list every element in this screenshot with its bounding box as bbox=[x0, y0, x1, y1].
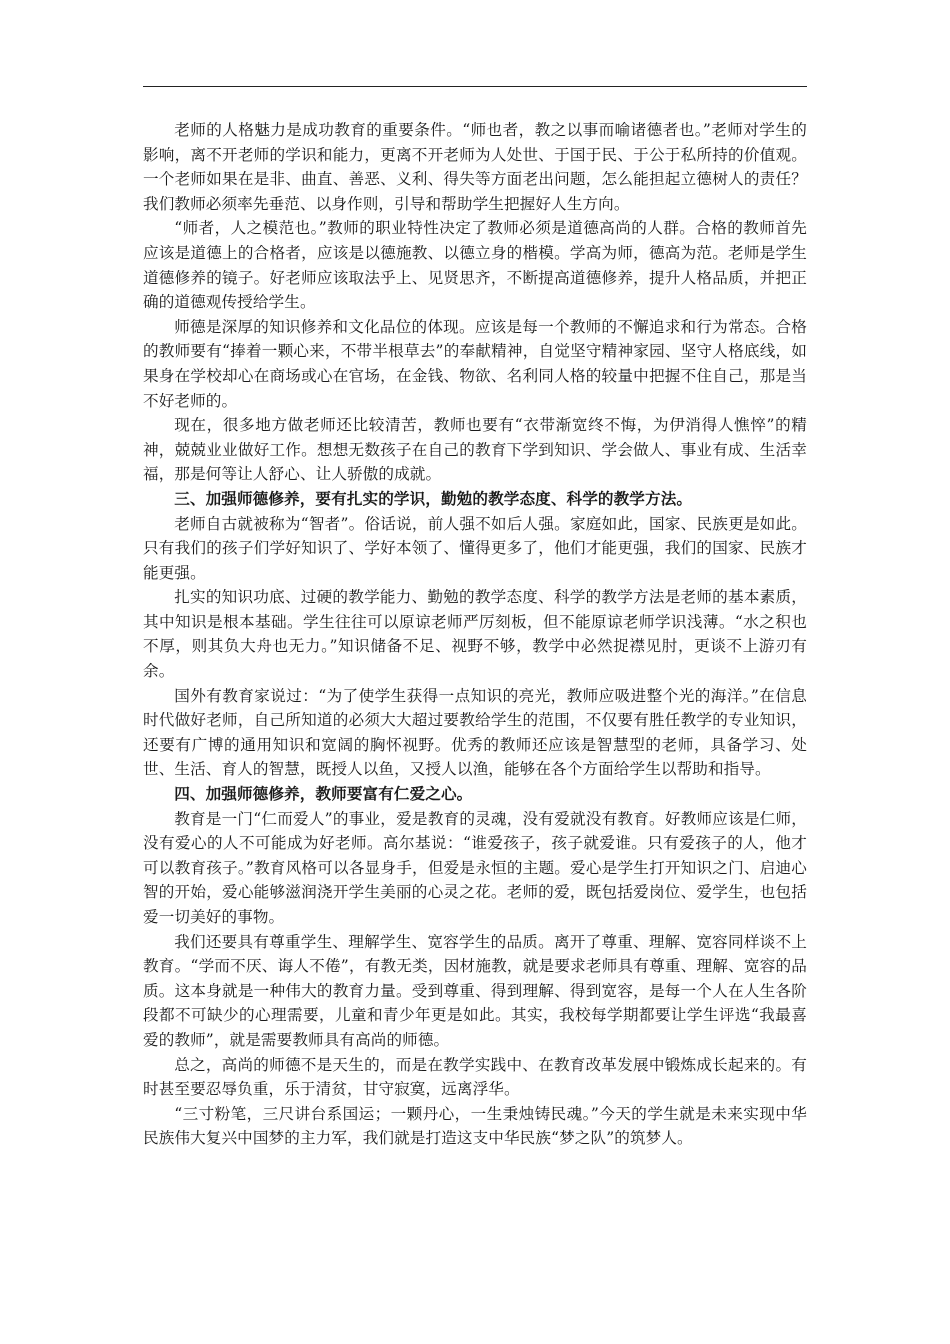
section-heading: 四、加强师德修养，教师要富有仁爱之心。 bbox=[174, 784, 473, 804]
paragraph: 总之，高尚的师德不是天生的，而是在教学实践中、在教育改革发展中锻炼成长起来的。有时甚至要忍辱负重，乐于清贫，甘守寂寞，远离浮华。 bbox=[143, 1055, 807, 1099]
paragraph: 师德是深厚的知识修养和文化品位的体现。应该是每一个教师的不懈追求和行为常态。合格的教师要有“捧着一颗心来，不带半根草去”的奉献精神，自觉坚守精神家园、坚守人格底线，如果身在学校却心在商场或心在官场，在金钱、物欲、名利同人格的较量中把握不住自己，那是当不好老师的。 bbox=[143, 317, 807, 410]
paragraph: 扎实的知识功底、过硬的教学能力、勤勉的教学态度、科学的教学方法是老师的基本素质，其中知识是根本基础。学生往往可以原谅老师严厉刻板，但不能原谅老师学识浅薄。“水之积也不厚，则其负大舟也无力。”知识储备不足、视野不够，教学中必然捉襟见肘，更谈不上游刃有余。 bbox=[143, 588, 807, 681]
header-rule bbox=[143, 86, 807, 87]
section-heading: 三、加强师德修养，要有扎实的学识，勤勉的教学态度、科学的教学方法。 bbox=[174, 488, 693, 508]
paragraph: “三寸粉笔，三尺讲台系国运；一颗丹心，一生秉烛铸民魂。”今天的学生就是未来实现中华民族伟大复兴中国梦的主力军，我们就是打造这支中华民族“梦之队”的筑梦人。 bbox=[143, 1104, 807, 1148]
paragraph: 现在，很多地方做老师还比较清苦，教师也要有“衣带渐宽终不悔，为伊消得人憔悴”的精神，兢兢业业做好工作。想想无数孩子在自己的教育下学到知识、学会做人、事业有成、生活幸福，那是何等让人舒心、让人骄傲的成就。 bbox=[143, 416, 807, 484]
paragraph: 老师的人格魅力是成功教育的重要条件。“师也者，教之以事而喻诸德者也。”老师对学生的影响，离不开老师的学识和能力，更离不开老师为人处世、于国于民、于公于私所持的价值观。一个老师如果在是非、曲直、善恶、义利、得失等方面老出问题，怎么能担起立德树人的责任？我们教师必须率先垂范、以身作则，引导和帮助学生把握好人生方向。 bbox=[143, 121, 807, 213]
paragraph: 我们还要具有尊重学生、理解学生、宽容学生的品质。离开了尊重、理解、宽容同样谈不上教育。“学而不厌、诲人不倦”，有教无类，因材施教，就是要求老师具有尊重、理解、宽容的品质。这本身就是一种伟大的教育力量。受到尊重、得到理解、得到宽容，是每一个人在人生各阶段都不可缺少的心理需要，儿童和青少年更是如此。其实，我校每学期都要让学生评选“我最喜爱的教师”，就是需要教师具有高尚的师德。 bbox=[143, 932, 807, 1049]
document-body bbox=[143, 118, 807, 1151]
paragraph: 教育是一门“仁而爱人”的事业，爱是教育的灵魂，没有爱就没有教育。好教师应该是仁师，没有爱心的人不可能成为好老师。高尔基说：“谁爱孩子，孩子就爱谁。只有爱孩子的人，他才可以教育孩子。”教育风格可以各显身手，但爱是永恒的主题。爱心是学生打开知识之门、启迪心智的开始，爱心能够滋润浇开学生美丽的心灵之花。老师的爱，既包括爱岗位、爱学生，也包括爱一切美好的事物。 bbox=[143, 809, 807, 926]
paragraph: “师者，人之模范也。”教师的职业特性决定了教师必须是道德高尚的人群。合格的教师首先应该是道德上的合格者，应该是以德施教、以德立身的楷模。学高为师，德高为范。老师是学生道德修养的镜子。好老师应该取法乎上、见贤思齐，不断提高道德修养，提升人格品质，并把正确的道德观传授给学生。 bbox=[143, 219, 807, 312]
paragraph: 老师自古就被称为“智者”。俗话说，前人强不如后人强。家庭如此，国家、民族更是如此。只有我们的孩子们学好知识了、学好本领了、懂得更多了，他们才能更强，我们的国家、民族才能更强。 bbox=[143, 514, 807, 582]
paragraph: 国外有教育家说过：“为了使学生获得一点知识的亮光，教师应吸进整个光的海洋。”在信息时代做好老师，自己所知道的必须大大超过要教给学生的范围，不仅要有胜任教学的专业知识，还要有广博的通用知识和宽阔的胸怀视野。优秀的教师还应该是智慧型的老师，具备学习、处世、生活、育人的智慧，既授人以鱼，又授人以渔，能够在各个方面给学生以帮助和指导。 bbox=[143, 686, 807, 779]
